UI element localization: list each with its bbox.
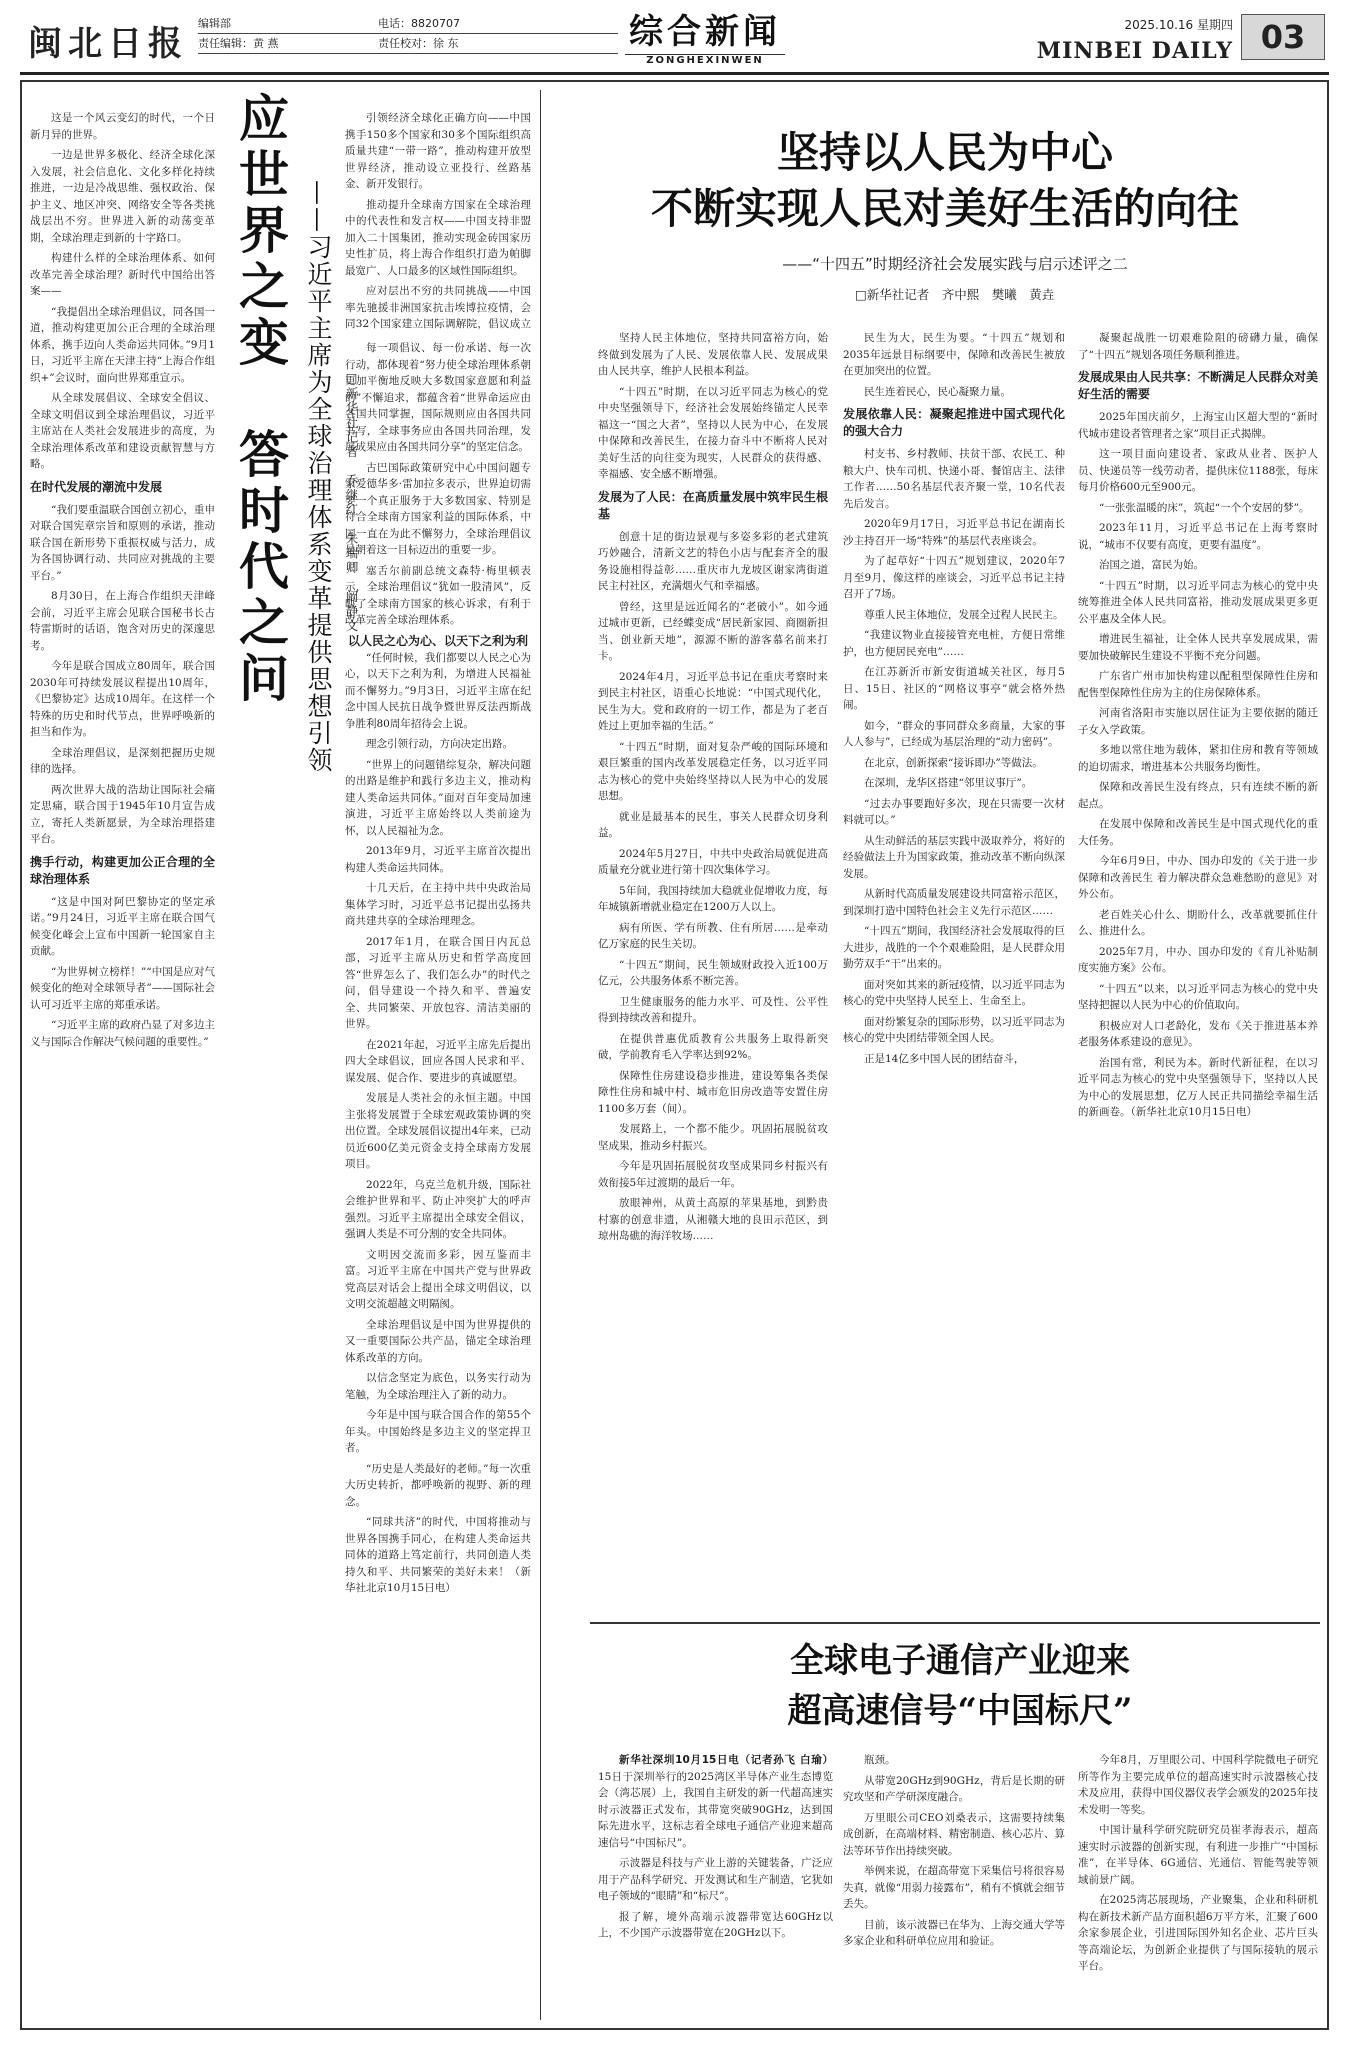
paragraph: 从新时代高质量发展建设共同富裕示范区，到深圳打造中国特色社会主义先行示范区…… — [843, 888, 1065, 917]
section-heading: 携手行动，构建更加公正合理的全球治理体系 — [30, 854, 215, 886]
meta-row-1 — [198, 14, 618, 34]
paragraph: 保障性住房建设稳步推进，建设筹集各类保障性住房和城中村、城市危旧房改造等安置住房1100多万套（间）。 — [598, 1069, 828, 1115]
paragraph: 正是14亿多中国人民的团结奋斗， — [864, 1052, 1025, 1065]
paragraph: 推动提升全球南方国家在全球治理中的代表性和发言权——中国支持非盟加入二十国集团，推动实现金砖国家历史性扩员，将上海合作组织打造为帕脚最宽广、人口最多的区域性国际组织。 — [345, 198, 531, 277]
daily-name: MINBEI DAILY — [1036, 38, 1233, 64]
right-article-col3 — [1078, 330, 1318, 1620]
paragraph: 文明因交流而多彩，因互鉴而丰富。习近平主席在中国共产党与世界政党高层对话会上提出全球文明倡议，以文明交流超越文明隔阂。 — [345, 1248, 531, 1310]
paragraph: 在江苏新沂市新安街道城关社区，每月5日、15日、社区的“网格议事亭”就会格外热闹。 — [843, 666, 1065, 711]
paragraph: “过去办事要跑好多次，现在只需要一次材料就可以。” — [843, 797, 1065, 826]
right-article-col2 — [843, 330, 1065, 1590]
paragraph: 曾经，这里是远近闻名的“老破小”。如今通过城市更新，已经蝶变成“居民新家园、商圈新担当、创业新天地”，源源不断的游客慕名前来打卡。 — [598, 600, 828, 662]
section-header — [625, 10, 785, 70]
responsible-editor: 责任编辑：黄 燕 — [198, 37, 279, 50]
issue-date: 2025.10.16 星期四 — [1124, 18, 1233, 32]
paragraph: 十几天后，在主持中共中央政治局集体学习时，习近平总书记提出弘扬共商共建共享的全球治理理念。 — [345, 882, 531, 927]
responsible-proof: 责任校对：徐 东 — [378, 37, 459, 50]
paragraph: 8月30日，在上海合作组织天津峰会前，习近平主席会见联合国秘书长古特雷斯时的话语，饱含对历史的深邃思考。 — [30, 590, 215, 652]
paragraph: 在2025湾芯展现场，产业聚集，企业和科研机构在新技术新产品方面积超6万平方米，汇聚了600余家参展企业，引进国际国外知名企业、芯片巨头等高端论坛，为创新企业提供了与国际接轨的展示平台。 — [1078, 1894, 1318, 1972]
paragraph: “十四五”时期，面对复杂严峻的国际环境和艰巨繁重的国内改革发展稳定任务，以习近平同志为核心的党中央始终坚持以人民为中心的发展思想。 — [598, 740, 828, 802]
paragraph: 构建什么样的全球治理体系、如何改革完善全球治理？新时代中国给出答案—— — [30, 252, 215, 297]
paragraph: 15日于深圳举行的2025湾区半导体产业生态博览会（湾芯展）上，我国自主研发的新一代超高速实时示波器正式发布，其带宽突破90GHz，达到国际先进水平，这标志着全球电子通信产业迎来超高速信号“中国标尺”。 — [598, 1770, 833, 1849]
right-title-line1: 坚持以人民为中心 — [776, 128, 1113, 177]
paragraph: 应对层出不穷的共同挑战——中国率先驰援非洲国家抗击埃博拉疫情，会同32个国家建立国际调解院，倡议成立 — [345, 285, 531, 330]
paragraph: 全球治理倡议，是深刻把握历史规律的选择。 — [30, 746, 215, 775]
paragraph: 为了起草好“十四五”规划建议，2020年7月至9月，像这样的座谈会，习近平总书记主持召开了7场。 — [843, 555, 1065, 600]
paragraph: 中国计量科学研究院研究员崔孝海表示，超高速实时示波器的创新实现，有利进一步推广“中国标准”，在半导体、6G通信、光通信、智能驾驶等领域前景广阔。 — [1078, 1824, 1318, 1886]
paragraph: 理念引领行动，方向决定出路。 — [366, 738, 513, 750]
paragraph: 2017年1月，在联合国日内瓦总部，习近平主席从历史和哲学高度回答“世界怎么了、我们怎么办”的时代之问，倡导建设一个持久和平、普遍安全、共同繁荣、开放包容、清洁美丽的世界。 — [345, 935, 531, 1030]
paragraph: “我建议物业直接接管充电桩，方便日常维护，也方便居民充电”…… — [843, 629, 1065, 658]
paragraph: 广东省广州市加快构建以配租型保障性住房和配售型保障性住房为主的住房保障体系。 — [1078, 670, 1318, 699]
paragraph: 尊重人民主体地位，发展全过程人民民主。 — [864, 608, 1064, 621]
paragraph: 如今，“群众的事同群众多商量，大家的事人人参与”，已经成为基层治理的“动力密码”。 — [843, 719, 1065, 748]
bottom-article-title — [660, 1636, 1260, 1736]
section-heading: 发展为了人民：在高质量发展中筑牢民生根基 — [598, 489, 828, 521]
paragraph: 卫生健康服务的能力水平、可及性、公平性得到持续改善和提升。 — [598, 995, 828, 1024]
editorial-meta — [198, 14, 618, 54]
paragraph: “十四五”期间，我国经济社会发展取得的巨大进步，战胜的一个个艰难险阻，是人民群众用勤劳双手“干”出来的。 — [843, 925, 1065, 970]
paragraph: 发展是人类社会的永恒主题。中国主张将发展置于全球宏观政策协调的突出位置。全球发展倡议提出4年来，已动员近600亿美元资金支持全球南方发展项目。 — [345, 1092, 531, 1170]
paragraph: 2025年国庆前夕，上海宝山区超大型的“新时代城市建设者管理者之家”项目正式揭牌。 — [1078, 411, 1318, 440]
right-article-byline: □新华社记者 齐中熙 樊曦 黄垚 — [855, 287, 1055, 302]
paragraph: 放眼神州，从黄土高原的苹果基地，到黔贵村寨的创意非遗，从湘赣大地的良田示范区，到琼州岛礁的海洋牧场…… — [598, 1197, 828, 1242]
paragraph: “我们要重温联合国创立初心，重申对联合国宪章宗旨和原则的承诺，推动联合国在新形势下重振权威与活力，成为各国协调行动、共同应对挑战的主要平台。” — [30, 503, 215, 582]
paragraph: 坚持人民主体地位，坚持共同富裕方向，始终做到发展为了人民、发展依靠人民、发展成果由人民共享，维护人民根本利益。 — [598, 332, 828, 377]
paragraph: 在2021年起，习近平主席先后提出四大全球倡议，回应各国人民求和平、谋发展、促合作、要进步的真诚愿望。 — [345, 1038, 531, 1084]
paragraph: 2022年，乌克兰危机升级，国际社会维护世界和平、防止冲突扩大的呼声强烈。习近平主席提出全球安全倡议，强调人类是不可分割的安全共同体。 — [345, 1178, 531, 1240]
bottom-article-rule — [590, 1622, 1320, 1624]
bottom-article-col2 — [843, 1752, 1065, 2012]
paragraph: 2020年9月17日，习近平总书记在湖南长沙主持召开一场“特殊”的基层代表座谈会。 — [843, 518, 1065, 547]
paragraph: “这是中国对阿巴黎协定的坚定承诺。”9月24日，习近平主席在联合国气候变化峰会上宣布中国新一轮国家自主贡献。 — [30, 895, 215, 957]
paragraph: “习近平主席的政府凸显了对多边主义与国际合作解决气候问题的重要性。” — [30, 1019, 215, 1048]
paragraph: 2023年11月，习近平总书记在上海考察时说，“城市不仅要有高度，更要有温度”。 — [1078, 522, 1318, 551]
right-article-col1 — [598, 330, 828, 1590]
right-title-line2: 不断实现人民对美好生活的向往 — [650, 184, 1239, 233]
paragraph: “任何时候，我们都要以人民之心为心，以天下之利为利，为增进人民福祉而不懈努力。”9月3日，习近平主席在纪念中国人民抗日战争暨世界反法西斯战争胜利80周年招待会上说。 — [345, 651, 531, 730]
paragraph: 引领经济全球化正确方向——中国携手150多个国家和30多个国际组织高质量共建“一带一路”，推动构建开放型世界经济，推动设立亚投行、丝路基金、新开发银行。 — [345, 112, 531, 190]
paragraph: 面对突如其来的新冠疫情，以习近平同志为核心的党中央坚持人民至上、生命至上。 — [843, 978, 1065, 1007]
paragraph: “为世界树立榜样！”“中国是应对气候变化的绝对全球领导者”——国际社会认可习近平主席的郑重承诺。 — [30, 965, 215, 1011]
paragraph: “同球共济”的时代，中国将推动与世界各国携手同心，在构建人类命运共同体的道路上笃定前行，共同创造人类持久和平、共同繁荣的美好未来！（新华社北京10月15日电） — [345, 1516, 531, 1594]
bottom-title-line1: 全球电子通信产业迎来 — [790, 1641, 1130, 1681]
paragraph: 在深圳，龙华区搭建“邻里议事厅”。 — [864, 777, 1033, 789]
page-number: 03 — [1241, 14, 1325, 60]
paragraph: 村支书、乡村教师、扶贫干部、农民工、种粮大户、快车司机、快递小哥、餐馆店主、法律工作者……50名基层代表齐聚一堂，10名代表先后发言。 — [843, 448, 1065, 510]
paragraph: 在北京，创新探索“接诉即办”等做法。 — [864, 756, 1043, 769]
paragraph: 积极应对人口老龄化，发布《关于推进基本养老服务体系建设的意见》。 — [1078, 1019, 1318, 1048]
paragraph: 病有所医、学有所教、住有所居……是牵动亿万家庭的民生关切。 — [598, 921, 828, 950]
paragraph: 每一项倡议、每一份承诺、每一次行动，都体现着“努力使全球治理体系朝更加平衡地反映大多数国家意愿和利益的”不懈追求，都蕴含着“世界命运应由各国共同掌握，国际规则应由各国共同书写，全球事务应由各国共同治理，发展成果应由各国共同分享”的坚定信念。 — [345, 342, 531, 453]
section-heading: 以人民之心为心、以天下之利为利 — [347, 633, 528, 648]
paragraph: 目前，该示波器已在华为、上海交通大学等多家企业和科研单位应用和验证。 — [843, 1918, 1065, 1947]
paragraph: 报了解，境外高端示波器带宽达60GHz以上，不少国产示波器带宽在20GHz以下。 — [598, 1910, 833, 1939]
section-heading: 发展依靠人民：凝聚起推进中国式现代化的强大合力 — [843, 407, 1065, 438]
paragraph: 从全球发展倡议、全球安全倡议、全球文明倡议到全球治理倡议，习近平主席站在人类社会发展进步的高度，为全球治理体系改革和建设贡献智慧与方略。 — [30, 392, 215, 470]
paragraph: 在提供普惠优质教育公共服务上取得新突破，学前教育毛入学率达到92%。 — [598, 1032, 828, 1061]
bottom-title-line2: 超高速信号“中国标尺” — [787, 1691, 1133, 1731]
paragraph: 就业是最基本的民生，事关人民群众切身利益。 — [598, 810, 828, 839]
editor-label: 编辑部 — [198, 17, 231, 30]
paragraph: 今年是联合国成立80周年，联合国2030年可持续发展议程提出10周年，《巴黎协定》达成10周年。在这样一个特殊的历史和时代节点，世界呼唤新的担当和作为。 — [30, 660, 215, 738]
paragraph: 面对纷繁复杂的国际形势，以习近平同志为核心的党中央团结带领全国人民。 — [843, 1015, 1065, 1044]
paragraph: 古巴国际政策研究中心中国问题专家爱德华多·雷加拉多表示，世界迫切需要一个真正服务于大多数国家、特别是符合全球南方国家利益的国际体系，中国一直在为此不懈努力，全球治理倡议是朝着这一目标迈出的重要一步。 — [345, 461, 531, 556]
paragraph: 凝聚起战胜一切艰难险阻的磅礴力量，确保了“十四五”规划各项任务顺利推进。 — [1078, 332, 1318, 361]
paragraph: 万里眼公司CEO刘桑表示，这需要持续集成创新，在高端材料、精密制造、核心芯片、算法等环节作出持续突破。 — [843, 1811, 1065, 1857]
left-article-col1 — [30, 110, 215, 2000]
paragraph: 增进民生福祉，让全体人民共享发展成果，需要加快破解民生建设不平衡不充分问题。 — [1078, 633, 1318, 662]
paragraph: 2024年4月，习近平总书记在重庆考察时来到民主村社区，语重心长地说：“中国式现代化，民生为大。党和政府的一切工作，都是为了老百姓过上更加幸福的生活。” — [598, 670, 828, 732]
dateline: 新华社深圳10月15日电（记者孙飞 白瑜） — [619, 1754, 833, 1766]
left-article-subtitle: ——习近平主席为全球治理体系变革提供思想引领 — [304, 180, 333, 774]
paragraph: 保障和改善民生没有终点，只有连续不断的新起点。 — [1078, 781, 1318, 810]
paragraph: 2024年5月27日，中共中央政治局就促进高质量充分就业进行第十四次集体学习。 — [598, 847, 828, 876]
paragraph: 今年8月，万里眼公司、中国科学院微电子研究所等作为主要完成单位的超高速实时示波器核心技术及应用，获得中国仪器仪表学会颁发的2025年技术发明一等奖。 — [1078, 1754, 1318, 1816]
section-pinyin: ZONGHEXINWEN — [625, 54, 785, 66]
paragraph: 在发展中保障和改善民生是中国式现代化的重大任务。 — [1078, 818, 1318, 847]
section-title: 综合新闻 — [629, 12, 781, 52]
paragraph: 发展路上，一个都不能少。巩固拓展脱贫攻坚成果，推动乡村振兴。 — [598, 1123, 828, 1152]
column-divider — [540, 90, 541, 2020]
paragraph: 以信念坚定为底色，以务实行动为笔触，为全球治理注入了新的动力。 — [345, 1372, 531, 1401]
paragraph: 2013年9月，习近平主席首次提出构建人类命运共同体。 — [345, 845, 531, 874]
paragraph: 今年是中国与联合国合作的第55个年头。中国始终是多边主义的坚定捍卫者。 — [345, 1409, 531, 1454]
dateline-paragraph — [598, 1752, 833, 1851]
paragraph: “十四五”期间，民生领域财政投入近100万亿元，公共服务体系不断完善。 — [598, 958, 828, 987]
paragraph: 2025年7月，中办、国办印发的《育儿补贴制度实施方案》公布。 — [1078, 945, 1318, 974]
paragraph: 一边是世界多极化、经济全球化深入发展，社会信息化、文化多样化持续推进，一边是冷战思维、强权政治、保护主义、地区冲突、网络安全等各类挑战层出不穷。世界进入新的动荡变革期，全球治理走到新的十字路口。 — [30, 149, 215, 244]
paragraph: 两次世界大战的浩劫让国际社会痛定思痛，联合国于1945年10月宣告成立，寄托人类新愿景，为全球治理搭建平台。 — [30, 783, 215, 845]
section-heading: 在时代发展的潮流中发展 — [30, 479, 163, 494]
paragraph: 创意十足的街边景观与多姿多彩的老式建筑巧妙融合，清新文艺的特色小店与配套齐全的服务设施相得益彰……重庆市九龙坡区谢家湾街道民主村社区，充满烟火气和幸福感。 — [598, 530, 828, 592]
paragraph: 民生连着民心，民心凝聚力量。 — [864, 385, 1011, 398]
right-article-subtitle: ——“十四五”时期经济社会发展实践与启示述评之二 — [782, 255, 1128, 273]
left-article-col2-top — [345, 110, 531, 335]
paragraph: 从带宽20GHz到90GHz，背后是长期的研究攻坚和产学研深度融合。 — [843, 1774, 1065, 1803]
paragraph: 全球治理倡议是中国为世界提供的又一重要国际公共产品，锚定全球治理体系改革的方向。 — [345, 1318, 531, 1364]
paper-name-logo: 闽北日报 — [28, 24, 188, 64]
phone-label: 电话：8820707 — [378, 17, 460, 30]
paragraph: 老百姓关心什么、期盼什么，改革就要抓住什么、推进什么。 — [1078, 908, 1318, 937]
paragraph: “十四五”以来，以习近平同志为核心的党中央坚持把握以人民为中心的价值取向。 — [1078, 982, 1318, 1011]
paragraph: 民生为大，民生为要。“十四五”规划和2035年远景目标纲要中，保障和改善民生被放在更加突出的位置。 — [843, 332, 1065, 377]
paragraph: “世界上的问题错综复杂，解决问题的出路是维护和践行多边主义，推动构建人类命运共同体。”面对百年变局加速演进，习近平主席始终以人类前途为怀，以人民福祉为念。 — [345, 758, 531, 837]
bottom-article-col3 — [1078, 1752, 1318, 2012]
paragraph: 多地以常住地为载体，紧扣住房和教育等领域的迫切需求，增进基本公共服务均衡性。 — [1078, 744, 1318, 773]
left-article-col2 — [345, 340, 531, 2000]
masthead — [20, 10, 1329, 72]
right-article-title — [620, 125, 1270, 237]
paragraph: 今年6月9日，中办、国办印发的《关于进一步保障和改善民生 着力解决群众急难愁盼的意见》对外公布。 — [1078, 855, 1318, 900]
paragraph: 这是一个风云变幻的时代，一个日新月异的世界。 — [30, 112, 215, 141]
left-article-title: 应世界之变 答时代之问 — [231, 92, 290, 708]
bottom-article-col1 — [598, 1752, 833, 2012]
paragraph: 瓶颈。 — [864, 1754, 896, 1766]
paragraph: 示波器是科技与产业上游的关键装备，广泛应用于产品科学研究、开发测试和生产制造，它犹如电子领域的“眼睛”和“标尺”。 — [598, 1857, 833, 1902]
paragraph: 治国之道，富民为始。 — [1099, 559, 1204, 571]
meta-row-2 — [198, 34, 618, 54]
paragraph: “十四五”时期，以习近平同志为核心的党中央统筹推进全体人民共同富裕，推动发展成果更多更公平惠及全体人民。 — [1078, 579, 1318, 625]
paragraph: “一张张温暖的床”，筑起“一个个安居的梦”。 — [1099, 501, 1310, 514]
paragraph: 5年间，我国持续加大稳就业促增收力度，每年城镇新增就业稳定在1200万人以上。 — [598, 884, 828, 913]
paragraph: 举例来说，在超高带宽下采集信号将很容易失真，就像“用弱力接露布”，稍有不慎就会细节丢失。 — [843, 1865, 1065, 1910]
paragraph: 今年是巩固拓展脱贫攻坚成果同乡村振兴有效衔接5年过渡期的最后一年。 — [598, 1160, 828, 1189]
paragraph: “十四五”时期，在以习近平同志为核心的党中央坚强领导下，经济社会发展始终锚定人民幸福这一“国之大者”，坚持以人民为中心，在发展中保障和改善民生，在接力奋斗中不断将人民对美好生活的向往变为现实，人民群众的获得感、幸福感、安全感不断增强。 — [598, 385, 828, 480]
paragraph: 治国有常，利民为本。新时代新征程，在以习近平同志为核心的党中央坚强领导下，坚持以人民为中心的发展思想，亿万人民正共同描绘幸福生活的新画卷。（新华社北京10月15日电） — [1078, 1056, 1318, 1118]
left-article-byline: □新华社记者 乔继红 朱瑞卿 阚静文 — [344, 370, 359, 634]
paragraph: 从生动鲜活的基层实践中汲取养分，将好的经验做法上升为国家政策，推动改革不断向纵深发展。 — [843, 834, 1065, 880]
section-heading: 发展成果由人民共享：不断满足人民群众对美好生活的需要 — [1078, 370, 1318, 401]
paragraph: 河南省洛阳市实施以居住证为主要依据的随迁子女入学政策。 — [1078, 707, 1318, 736]
paragraph: “历史是人类最好的老师。”每一次重大历史转折，都呼唤新的视野、新的理念。 — [345, 1462, 531, 1508]
paragraph: “我提倡出全球治理倡议，同各国一道，推动构建更加公正合理的全球治理体系，携手迈向人类命运共同体。”9月1日，习近平主席在天津主持“上海合作组织+”会议时，面向世界郑重宣示。 — [30, 305, 215, 384]
paragraph: 塞舌尔前副总统文森特·梅里顿表示，全球治理倡议“犹如一股清风”，反映了全球南方国家的核心诉求，有利于改革完善全球治理体系。 — [345, 564, 531, 626]
masthead-rule — [20, 72, 1329, 75]
paragraph: 这一项目面向建设者、家政从业者、医护人员、快递员等一线劳动者，提供床位1188张，每床每月价格600元至900元。 — [1078, 448, 1318, 493]
